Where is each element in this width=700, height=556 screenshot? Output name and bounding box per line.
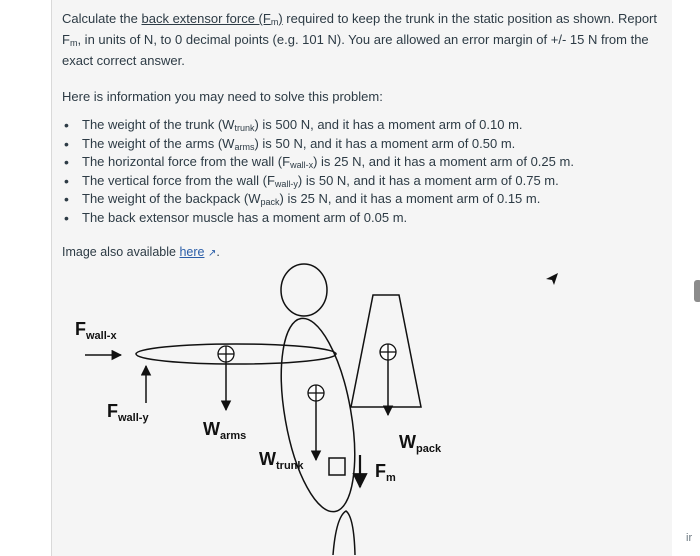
external-link-icon: ↗ [207,248,217,259]
q-part-3: , in units of N, to 0 decimal points (e.g. 101 N). You are allowed an error margin of +/- 15 N from the exact correct answer. [62,32,649,68]
q-part-1: Calculate the [62,11,142,26]
info-item-pack: • The weight of the backpack $(W_{pack})$ is 25 N, and it has a moment arm of 0.15 m. [82,190,662,209]
info-list [62,116,662,227]
mouse-cursor-icon [546,273,558,285]
right-gutter [672,0,700,556]
arms-com-icon [218,346,234,362]
wpack-label: $W_{pack}$ [399,432,442,455]
arms-shape [136,344,336,364]
back-extensor-link[interactable]: back extensor force $(F_m)$ [141,11,283,27]
right-text-fragment: ir [686,532,693,544]
side-panel-tab[interactable] [694,280,700,302]
image-here-link[interactable]: here [179,245,205,259]
leg-shape [333,511,355,555]
head-shape [281,264,327,316]
image-available-line: Image also available here ↗. [62,245,220,259]
info-item-extensor: • The back extensor muscle has a moment arm of 0.05 m. [82,209,662,228]
q-sub: m [69,38,78,48]
trunk-shape [268,313,367,517]
pack-com-icon [380,344,396,360]
info-intro: Here is information you may need to solve this problem: [62,89,383,104]
info-item-wall-x: • The horizontal force from the wall $(F_{wall-x})$ is 25 N, and it has a moment arm of 0.25 m. [82,153,662,172]
info-item-trunk: • The weight of the trunk $(W_{trunk})$ is 500 N, and it has a moment arm of 0.10 m. [82,116,662,135]
info-item-wall-y: • The vertical force from the wall $(F_{wall-y})$ is 50 N, and it has a moment arm of 0.75 m. [82,172,662,191]
extensor-muscle-box [329,458,345,475]
trunk-com-icon [308,385,324,401]
fwall-x-label: $F_{wall-x}$ [75,319,117,342]
fm-label: $F_m$ [375,461,396,484]
question-text [62,8,662,71]
info-item-arms: • The weight of the arms $(W_{arms})$ is 50 N, and it has a moment arm of 0.50 m. [82,135,662,154]
question-content [62,8,662,264]
q-part-2: required to keep the trunk in the static position as shown. Report F [62,11,657,47]
warms-label: $W_{arms}$ [203,419,247,442]
free-body-diagram [51,255,611,555]
fwall-y-label: $F_{wall-y}$ [107,401,149,424]
wtrunk-label: $W_{trunk}$ [259,449,304,472]
